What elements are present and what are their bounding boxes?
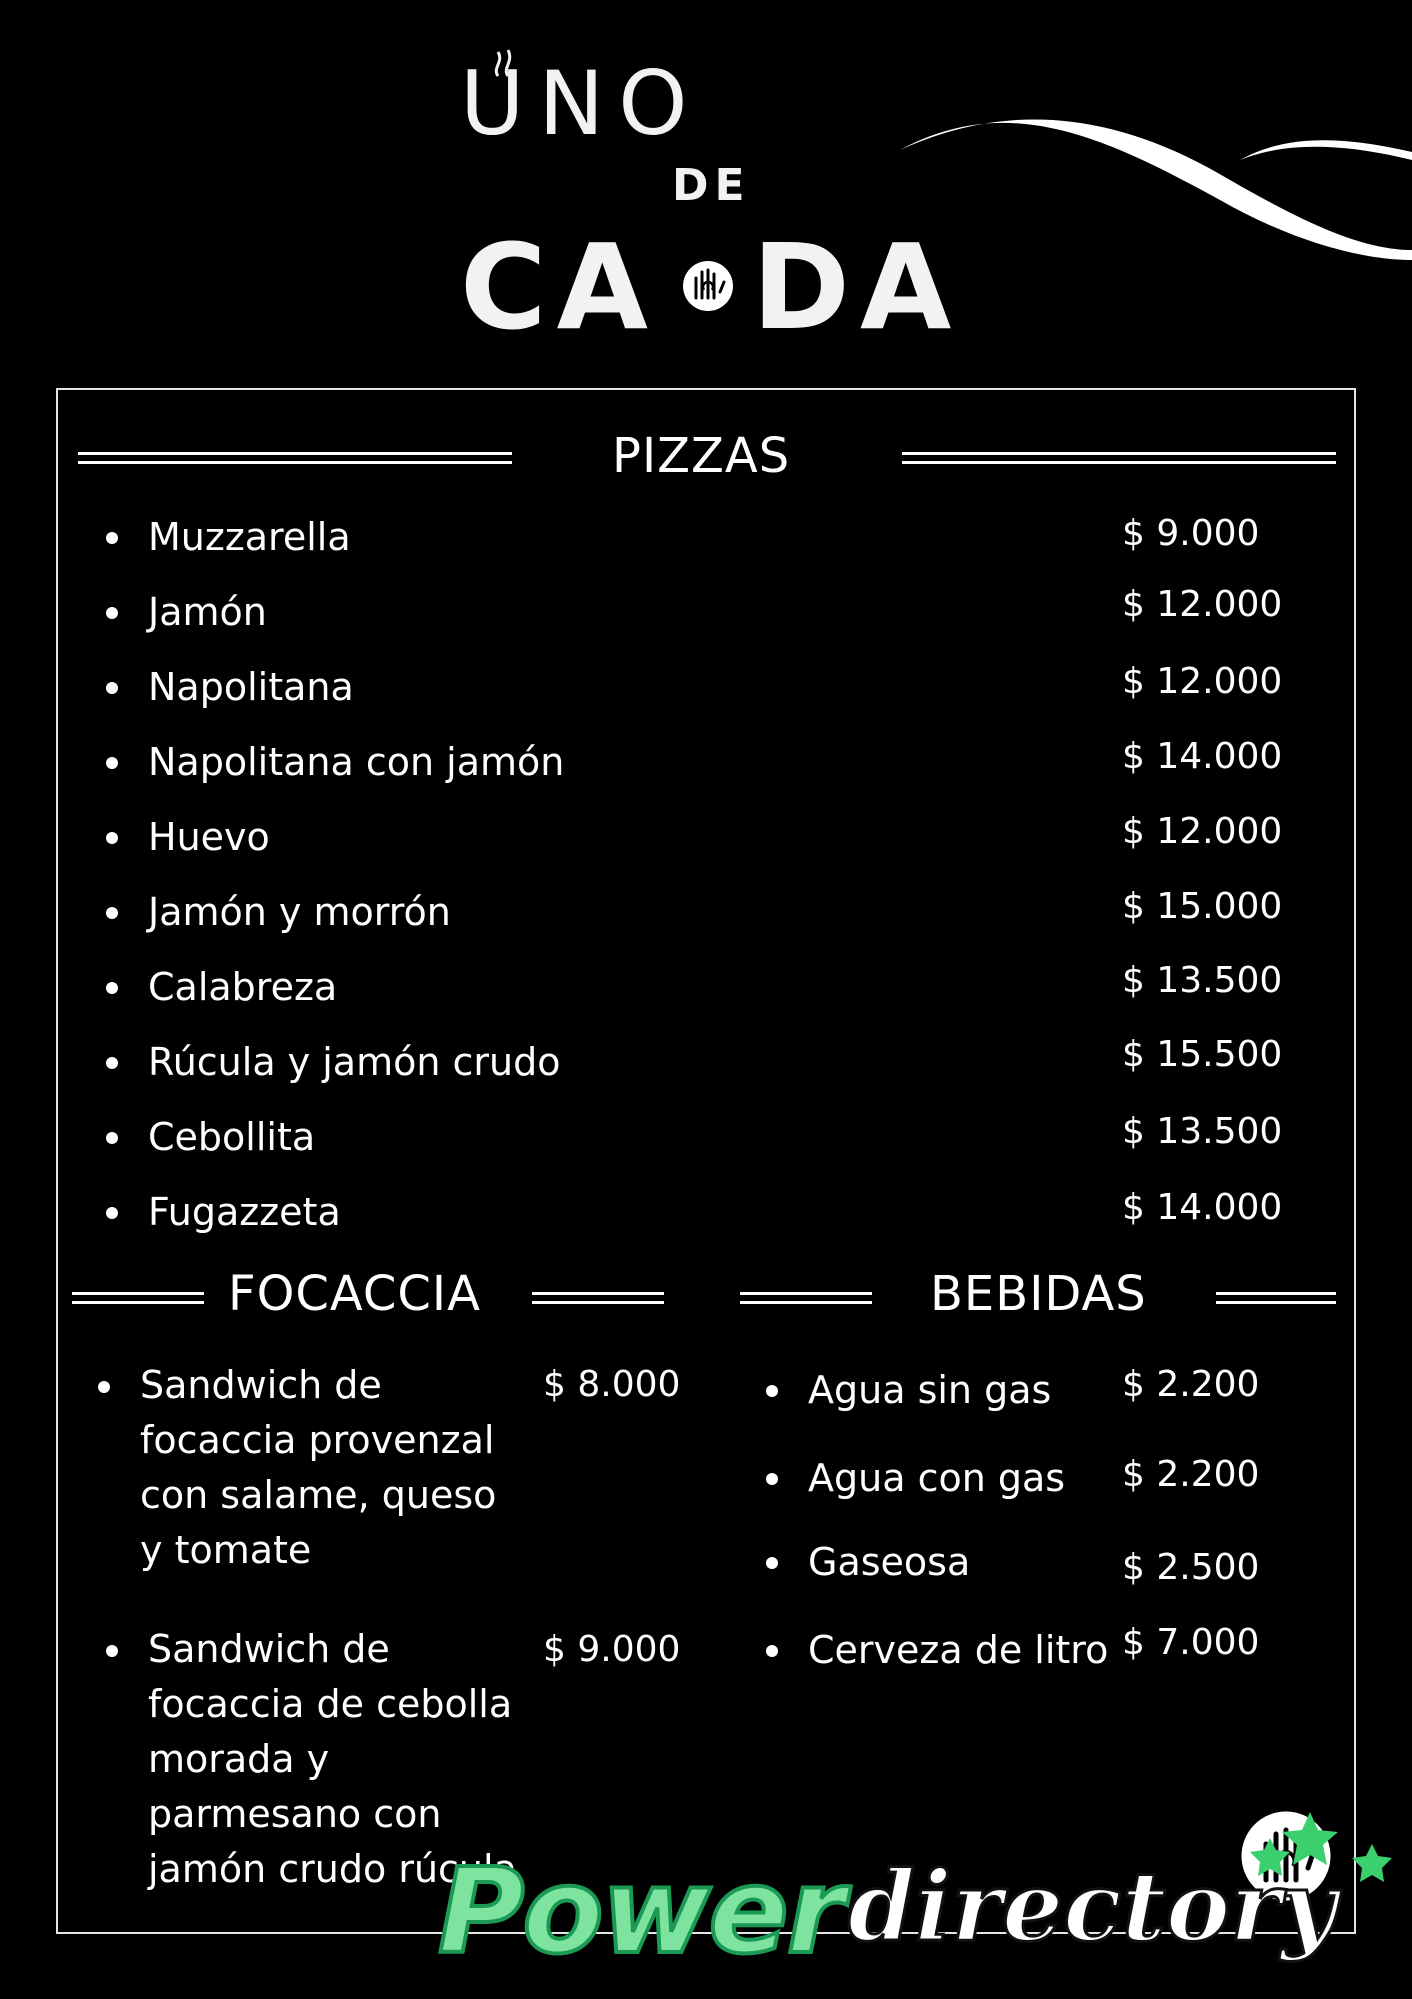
- item-price: $ 9.000: [543, 1629, 681, 1670]
- bullet-icon: [106, 907, 118, 919]
- item-price: $ 15.500: [1122, 1034, 1283, 1075]
- logo-word-de: DE: [672, 160, 751, 211]
- hand-spiral-icon: [680, 258, 736, 314]
- bullet-icon: [106, 982, 118, 994]
- watermark-directory: directory: [848, 1850, 1337, 1963]
- watermark-power: Power: [438, 1842, 843, 1980]
- list-item: Sandwich de focaccia de cebolla morada y parmesano con jamón crudo rúcula: [148, 1622, 518, 1897]
- list-item: Huevo: [148, 809, 270, 865]
- item-price: $ 7.000: [1122, 1622, 1260, 1663]
- logo-word-da: DA: [752, 218, 962, 356]
- bullet-icon: [106, 1207, 118, 1219]
- list-item: Calabreza: [148, 959, 337, 1015]
- item-price: $ 12.000: [1122, 811, 1283, 852]
- list-item: Jamón y morrón: [148, 884, 451, 940]
- bullet-icon: [766, 1645, 778, 1657]
- divider-rule: [902, 452, 1336, 464]
- item-price: $ 14.000: [1122, 1187, 1283, 1228]
- list-item: Cerveza de litro: [808, 1622, 1108, 1678]
- item-price: $ 13.500: [1122, 1111, 1283, 1152]
- bullet-icon: [106, 1057, 118, 1069]
- divider-rule: [532, 1292, 664, 1304]
- bullet-icon: [106, 1132, 118, 1144]
- list-item: Napolitana: [148, 659, 354, 715]
- divider-rule: [740, 1292, 872, 1304]
- section-title-bebidas: BEBIDAS: [930, 1266, 1147, 1322]
- item-price: $ 2.500: [1122, 1547, 1260, 1588]
- bullet-icon: [98, 1381, 110, 1393]
- item-price: $ 2.200: [1122, 1454, 1260, 1495]
- list-item: Agua con gas: [808, 1450, 1065, 1506]
- logo-word-ca: CA: [460, 218, 658, 356]
- list-item: Napolitana con jamón: [148, 734, 564, 790]
- list-item: Gaseosa: [808, 1534, 970, 1590]
- list-item: Jamón: [148, 584, 267, 640]
- bullet-icon: [766, 1385, 778, 1397]
- bullet-icon: [106, 1645, 118, 1657]
- section-title-pizzas: PIZZAS: [612, 428, 791, 484]
- item-price: $ 2.200: [1122, 1364, 1260, 1405]
- list-item: Agua sin gas: [808, 1362, 1051, 1418]
- bullet-icon: [106, 757, 118, 769]
- divider-rule: [78, 452, 512, 464]
- item-price: $ 9.000: [1122, 513, 1260, 554]
- section-title-focaccia: FOCACCIA: [228, 1266, 481, 1322]
- bullet-icon: [106, 832, 118, 844]
- item-price: $ 12.000: [1122, 584, 1283, 625]
- list-item: Rúcula y jamón crudo: [148, 1034, 561, 1090]
- item-price: $ 14.000: [1122, 736, 1283, 777]
- list-item: Cebollita: [148, 1109, 315, 1165]
- divider-rule: [72, 1292, 204, 1304]
- list-item: Muzzarella: [148, 509, 351, 565]
- item-price: $ 15.000: [1122, 886, 1283, 927]
- bullet-icon: [106, 607, 118, 619]
- bullet-icon: [766, 1557, 778, 1569]
- list-item: Fugazzeta: [148, 1184, 341, 1240]
- decorative-swoosh: [890, 100, 1412, 270]
- item-price: $ 8.000: [543, 1364, 681, 1405]
- item-price: $ 13.500: [1122, 960, 1283, 1001]
- item-price: $ 12.000: [1122, 661, 1283, 702]
- bullet-icon: [766, 1473, 778, 1485]
- list-item: Sandwich de focaccia provenzal con salame, queso y tomate: [140, 1358, 530, 1578]
- divider-rule: [1216, 1292, 1336, 1304]
- logo-word-uno: UNO: [460, 52, 702, 155]
- bullet-icon: [106, 532, 118, 544]
- bullet-icon: [106, 682, 118, 694]
